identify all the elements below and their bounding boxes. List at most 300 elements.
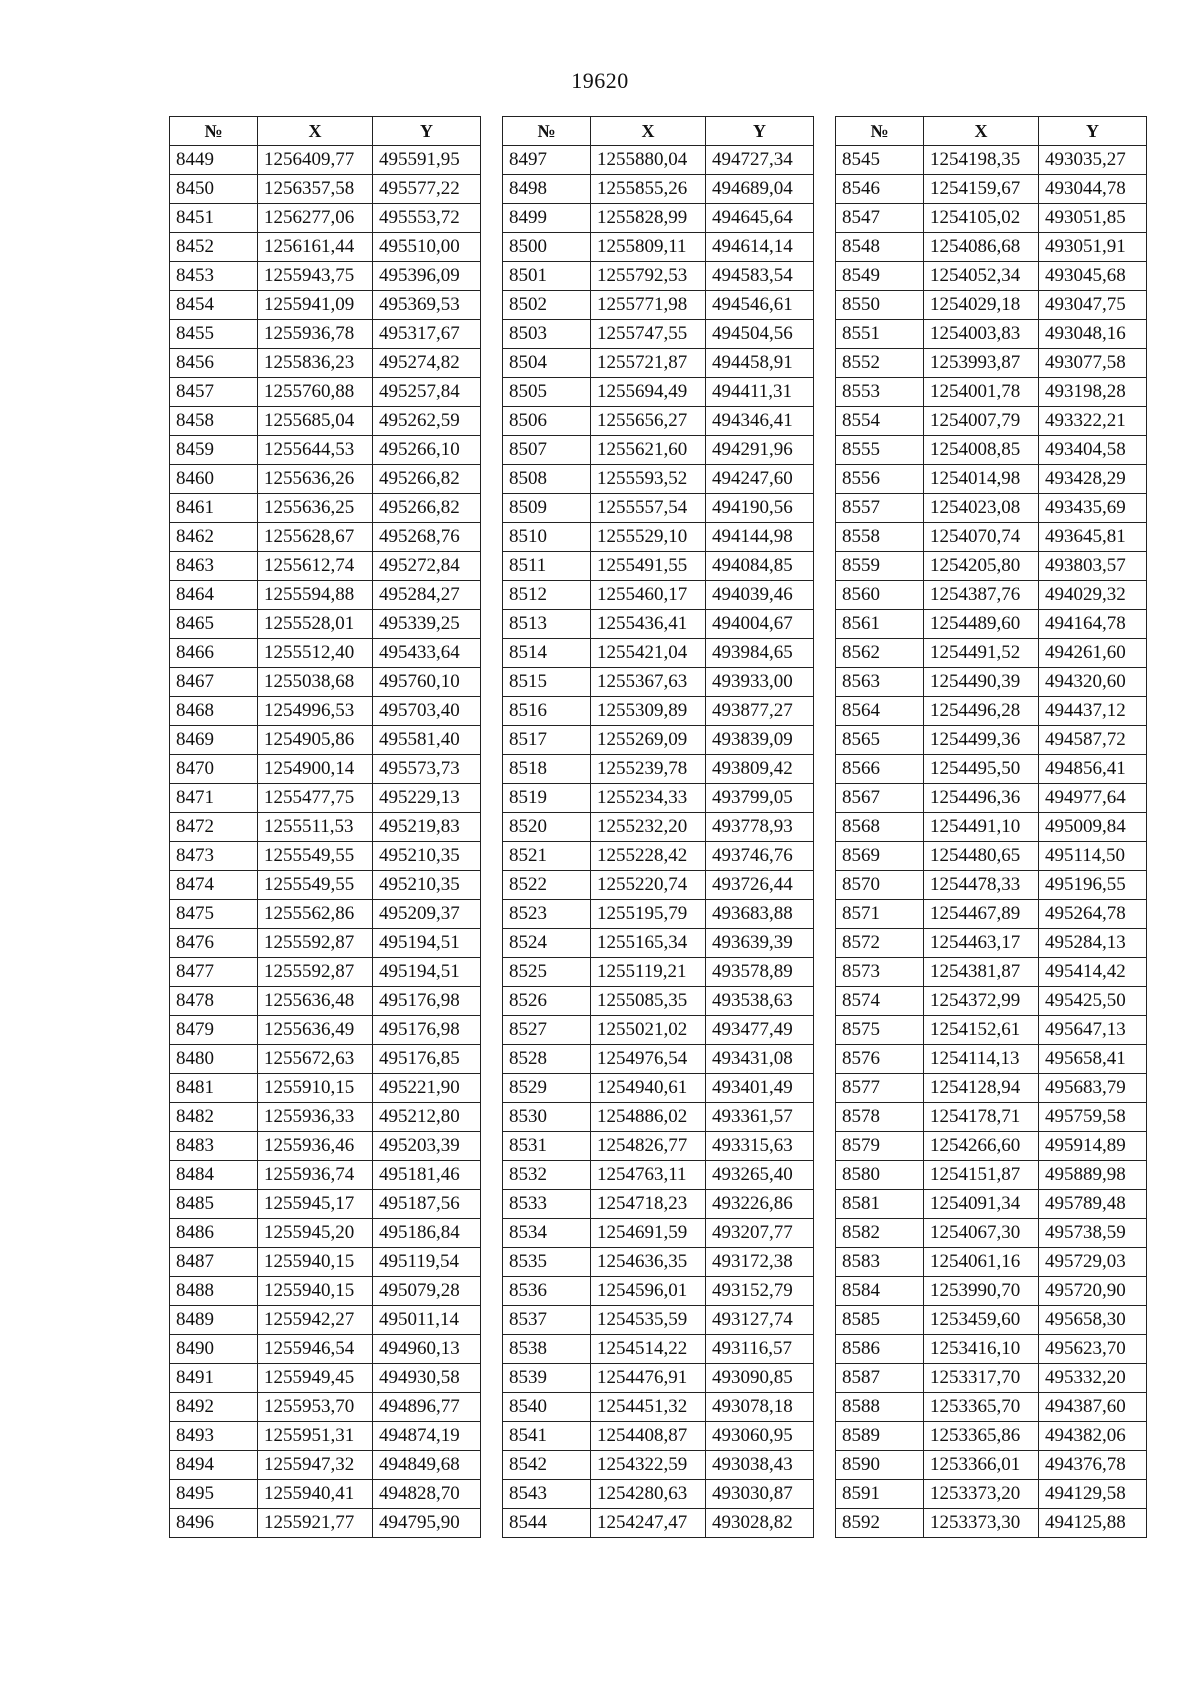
page-number: 19620 [571, 68, 629, 93]
table-row [836, 784, 1147, 813]
y-coordinate-cell: 494291,96 [706, 436, 814, 465]
point-number-cell: 8452 [170, 233, 258, 262]
x-coordinate-cell: 1255941,09 [258, 291, 373, 320]
header-y: Y [706, 117, 814, 146]
point-number-cell: 8469 [170, 726, 258, 755]
x-coordinate-cell: 1254718,23 [591, 1190, 706, 1219]
table-row [836, 204, 1147, 233]
x-coordinate-cell: 1255721,87 [591, 349, 706, 378]
point-number-cell: 8566 [836, 755, 924, 784]
table-row [836, 668, 1147, 697]
y-coordinate-cell: 493361,57 [706, 1103, 814, 1132]
point-number-cell: 8514 [503, 639, 591, 668]
x-coordinate-cell: 1254476,91 [591, 1364, 706, 1393]
point-number-cell: 8586 [836, 1335, 924, 1364]
y-coordinate-cell: 495573,73 [373, 755, 481, 784]
point-number-cell: 8538 [503, 1335, 591, 1364]
table-row [503, 755, 814, 784]
table-row [170, 204, 481, 233]
coordinates-table-2 [502, 116, 814, 1538]
point-number-cell: 8562 [836, 639, 924, 668]
y-coordinate-cell: 494583,54 [706, 262, 814, 291]
table-row [170, 1190, 481, 1219]
x-coordinate-cell: 1255747,55 [591, 320, 706, 349]
y-coordinate-cell: 494346,41 [706, 407, 814, 436]
x-coordinate-cell: 1255549,55 [258, 842, 373, 871]
y-coordinate-cell: 493078,18 [706, 1393, 814, 1422]
y-coordinate-cell: 493044,78 [1039, 175, 1147, 204]
y-coordinate-cell: 495332,20 [1039, 1364, 1147, 1393]
point-number-cell: 8585 [836, 1306, 924, 1335]
point-number-cell: 8530 [503, 1103, 591, 1132]
y-coordinate-cell: 495266,10 [373, 436, 481, 465]
x-coordinate-cell: 1255685,04 [258, 407, 373, 436]
point-number-cell: 8570 [836, 871, 924, 900]
y-coordinate-cell: 493435,69 [1039, 494, 1147, 523]
x-coordinate-cell: 1255557,54 [591, 494, 706, 523]
point-number-cell: 8569 [836, 842, 924, 871]
header-y: Y [1039, 117, 1147, 146]
y-coordinate-cell: 493477,49 [706, 1016, 814, 1045]
x-coordinate-cell: 1254491,10 [924, 813, 1039, 842]
y-coordinate-cell: 495221,90 [373, 1074, 481, 1103]
point-number-cell: 8520 [503, 813, 591, 842]
point-number-cell: 8494 [170, 1451, 258, 1480]
point-number-cell: 8506 [503, 407, 591, 436]
table-row [170, 465, 481, 494]
point-number-cell: 8549 [836, 262, 924, 291]
point-number-cell: 8541 [503, 1422, 591, 1451]
table-row [503, 697, 814, 726]
table-row [503, 407, 814, 436]
point-number-cell: 8480 [170, 1045, 258, 1074]
y-coordinate-cell: 495187,56 [373, 1190, 481, 1219]
y-coordinate-cell: 495194,51 [373, 929, 481, 958]
y-coordinate-cell: 493127,74 [706, 1306, 814, 1335]
y-coordinate-cell: 495425,50 [1039, 987, 1147, 1016]
x-coordinate-cell: 1255612,74 [258, 552, 373, 581]
point-number-cell: 8516 [503, 697, 591, 726]
table-row [503, 1451, 814, 1480]
y-coordinate-cell: 495203,39 [373, 1132, 481, 1161]
y-coordinate-cell: 495194,51 [373, 958, 481, 987]
y-coordinate-cell: 493038,43 [706, 1451, 814, 1480]
x-coordinate-cell: 1253990,70 [924, 1277, 1039, 1306]
table-row [836, 1306, 1147, 1335]
table-row [836, 842, 1147, 871]
y-coordinate-cell: 493030,87 [706, 1480, 814, 1509]
y-coordinate-cell: 493077,58 [1039, 349, 1147, 378]
table-row [836, 1103, 1147, 1132]
point-number-cell: 8502 [503, 291, 591, 320]
y-coordinate-cell: 493401,49 [706, 1074, 814, 1103]
x-coordinate-cell: 1254826,77 [591, 1132, 706, 1161]
x-coordinate-cell: 1255949,45 [258, 1364, 373, 1393]
table-row [503, 204, 814, 233]
point-number-cell: 8499 [503, 204, 591, 233]
point-number-cell: 8577 [836, 1074, 924, 1103]
y-coordinate-cell: 494164,78 [1039, 610, 1147, 639]
y-coordinate-cell: 494930,58 [373, 1364, 481, 1393]
point-number-cell: 8567 [836, 784, 924, 813]
point-number-cell: 8451 [170, 204, 258, 233]
point-number-cell: 8458 [170, 407, 258, 436]
table-row [503, 668, 814, 697]
y-coordinate-cell: 493726,44 [706, 871, 814, 900]
y-coordinate-cell: 494411,31 [706, 378, 814, 407]
y-coordinate-cell: 493198,28 [1039, 378, 1147, 407]
y-coordinate-cell: 493152,79 [706, 1277, 814, 1306]
table-row [503, 320, 814, 349]
point-number-cell: 8545 [836, 146, 924, 175]
x-coordinate-cell: 1255119,21 [591, 958, 706, 987]
x-coordinate-cell: 1255636,48 [258, 987, 373, 1016]
x-coordinate-cell: 1255436,41 [591, 610, 706, 639]
y-coordinate-cell: 493047,75 [1039, 291, 1147, 320]
y-coordinate-cell: 494129,58 [1039, 1480, 1147, 1509]
x-coordinate-cell: 1255038,68 [258, 668, 373, 697]
table-row [170, 320, 481, 349]
table-row [836, 233, 1147, 262]
table-row [503, 1074, 814, 1103]
x-coordinate-cell: 1255562,86 [258, 900, 373, 929]
point-number-cell: 8501 [503, 262, 591, 291]
x-coordinate-cell: 1254480,65 [924, 842, 1039, 871]
x-coordinate-cell: 1253373,30 [924, 1509, 1039, 1538]
x-coordinate-cell: 1255195,79 [591, 900, 706, 929]
y-coordinate-cell: 494144,98 [706, 523, 814, 552]
y-coordinate-cell: 494382,06 [1039, 1422, 1147, 1451]
x-coordinate-cell: 1254061,16 [924, 1248, 1039, 1277]
y-coordinate-cell: 494874,19 [373, 1422, 481, 1451]
y-coordinate-cell: 493048,16 [1039, 320, 1147, 349]
x-coordinate-cell: 1255477,75 [258, 784, 373, 813]
point-number-cell: 8574 [836, 987, 924, 1016]
point-number-cell: 8460 [170, 465, 258, 494]
y-coordinate-cell: 494727,34 [706, 146, 814, 175]
y-coordinate-cell: 495181,46 [373, 1161, 481, 1190]
point-number-cell: 8478 [170, 987, 258, 1016]
x-coordinate-cell: 1255760,88 [258, 378, 373, 407]
y-coordinate-cell: 494004,67 [706, 610, 814, 639]
y-coordinate-cell: 495759,58 [1039, 1103, 1147, 1132]
point-number-cell: 8482 [170, 1103, 258, 1132]
x-coordinate-cell: 1255936,46 [258, 1132, 373, 1161]
x-coordinate-cell: 1254496,36 [924, 784, 1039, 813]
x-coordinate-cell: 1255085,35 [591, 987, 706, 1016]
point-number-cell: 8529 [503, 1074, 591, 1103]
table-row [170, 668, 481, 697]
y-coordinate-cell: 495011,14 [373, 1306, 481, 1335]
point-number-cell: 8527 [503, 1016, 591, 1045]
y-coordinate-cell: 495186,84 [373, 1219, 481, 1248]
y-coordinate-cell: 494261,60 [1039, 639, 1147, 668]
table-row [503, 639, 814, 668]
x-coordinate-cell: 1254070,74 [924, 523, 1039, 552]
point-number-cell: 8544 [503, 1509, 591, 1538]
x-coordinate-cell: 1255309,89 [591, 697, 706, 726]
y-coordinate-cell: 493839,09 [706, 726, 814, 755]
y-coordinate-cell: 493090,85 [706, 1364, 814, 1393]
x-coordinate-cell: 1255592,87 [258, 929, 373, 958]
y-coordinate-cell: 495317,67 [373, 320, 481, 349]
x-coordinate-cell: 1254014,98 [924, 465, 1039, 494]
table-row [503, 175, 814, 204]
y-coordinate-cell: 493538,63 [706, 987, 814, 1016]
y-coordinate-cell: 495720,90 [1039, 1277, 1147, 1306]
table-row [836, 523, 1147, 552]
point-number-cell: 8471 [170, 784, 258, 813]
point-number-cell: 8572 [836, 929, 924, 958]
table-row [503, 581, 814, 610]
x-coordinate-cell: 1254451,32 [591, 1393, 706, 1422]
y-coordinate-cell: 493803,57 [1039, 552, 1147, 581]
y-coordinate-cell: 494645,64 [706, 204, 814, 233]
point-number-cell: 8575 [836, 1016, 924, 1045]
x-coordinate-cell: 1255942,27 [258, 1306, 373, 1335]
point-number-cell: 8507 [503, 436, 591, 465]
point-number-cell: 8591 [836, 1480, 924, 1509]
point-number-cell: 8533 [503, 1190, 591, 1219]
x-coordinate-cell: 1255936,74 [258, 1161, 373, 1190]
point-number-cell: 8589 [836, 1422, 924, 1451]
table-row [170, 1103, 481, 1132]
y-coordinate-cell: 494856,41 [1039, 755, 1147, 784]
table-row [170, 1393, 481, 1422]
point-number-cell: 8537 [503, 1306, 591, 1335]
point-number-cell: 8485 [170, 1190, 258, 1219]
x-coordinate-cell: 1254105,02 [924, 204, 1039, 233]
y-coordinate-cell: 494960,13 [373, 1335, 481, 1364]
x-coordinate-cell: 1254387,76 [924, 581, 1039, 610]
y-coordinate-cell: 493322,21 [1039, 407, 1147, 436]
y-coordinate-cell: 493028,82 [706, 1509, 814, 1538]
point-number-cell: 8513 [503, 610, 591, 639]
table-row [503, 1219, 814, 1248]
table-row [836, 1045, 1147, 1074]
y-coordinate-cell: 495914,89 [1039, 1132, 1147, 1161]
x-coordinate-cell: 1255239,78 [591, 755, 706, 784]
y-coordinate-cell: 495396,09 [373, 262, 481, 291]
table-header-row [503, 117, 814, 146]
table-row [836, 958, 1147, 987]
table-row [503, 378, 814, 407]
table-row [170, 1451, 481, 1480]
x-coordinate-cell: 1255644,53 [258, 436, 373, 465]
x-coordinate-cell: 1254266,60 [924, 1132, 1039, 1161]
x-coordinate-cell: 1255421,04 [591, 639, 706, 668]
table-row [170, 552, 481, 581]
point-number-cell: 8588 [836, 1393, 924, 1422]
x-coordinate-cell: 1254408,87 [591, 1422, 706, 1451]
y-coordinate-cell: 495760,10 [373, 668, 481, 697]
y-coordinate-cell: 495272,84 [373, 552, 481, 581]
x-coordinate-cell: 1255672,63 [258, 1045, 373, 1074]
y-coordinate-cell: 495210,35 [373, 842, 481, 871]
table-row [503, 1045, 814, 1074]
table-row [836, 291, 1147, 320]
x-coordinate-cell: 1254491,52 [924, 639, 1039, 668]
point-number-cell: 8518 [503, 755, 591, 784]
table-row [170, 726, 481, 755]
point-number-cell: 8519 [503, 784, 591, 813]
table-row [170, 349, 481, 378]
x-coordinate-cell: 1254905,86 [258, 726, 373, 755]
x-coordinate-cell: 1254322,59 [591, 1451, 706, 1480]
point-number-cell: 8540 [503, 1393, 591, 1422]
x-coordinate-cell: 1254489,60 [924, 610, 1039, 639]
x-coordinate-cell: 1255636,25 [258, 494, 373, 523]
x-coordinate-cell: 1256277,06 [258, 204, 373, 233]
table-row [170, 262, 481, 291]
point-number-cell: 8468 [170, 697, 258, 726]
point-number-cell: 8453 [170, 262, 258, 291]
point-number-cell: 8510 [503, 523, 591, 552]
y-coordinate-cell: 494376,78 [1039, 1451, 1147, 1480]
point-number-cell: 8542 [503, 1451, 591, 1480]
y-coordinate-cell: 494029,32 [1039, 581, 1147, 610]
y-coordinate-cell: 493051,91 [1039, 233, 1147, 262]
point-number-cell: 8547 [836, 204, 924, 233]
x-coordinate-cell: 1255940,15 [258, 1248, 373, 1277]
point-number-cell: 8563 [836, 668, 924, 697]
x-coordinate-cell: 1254159,67 [924, 175, 1039, 204]
x-coordinate-cell: 1254381,87 [924, 958, 1039, 987]
point-number-cell: 8481 [170, 1074, 258, 1103]
x-coordinate-cell: 1254280,63 [591, 1480, 706, 1509]
point-number-cell: 8523 [503, 900, 591, 929]
point-number-cell: 8464 [170, 581, 258, 610]
x-coordinate-cell: 1254372,99 [924, 987, 1039, 1016]
y-coordinate-cell: 493933,00 [706, 668, 814, 697]
point-number-cell: 8465 [170, 610, 258, 639]
x-coordinate-cell: 1254495,50 [924, 755, 1039, 784]
y-coordinate-cell: 495229,13 [373, 784, 481, 813]
x-coordinate-cell: 1255232,20 [591, 813, 706, 842]
table-row [503, 1190, 814, 1219]
x-coordinate-cell: 1254086,68 [924, 233, 1039, 262]
y-coordinate-cell: 495577,22 [373, 175, 481, 204]
x-coordinate-cell: 1255269,09 [591, 726, 706, 755]
coordinates-table-3 [835, 116, 1147, 1538]
x-coordinate-cell: 1254763,11 [591, 1161, 706, 1190]
table-row [836, 1016, 1147, 1045]
table-row [503, 987, 814, 1016]
x-coordinate-cell: 1255936,33 [258, 1103, 373, 1132]
point-number-cell: 8583 [836, 1248, 924, 1277]
table-row [836, 929, 1147, 958]
table-row [170, 639, 481, 668]
point-number-cell: 8450 [170, 175, 258, 204]
y-coordinate-cell: 495119,54 [373, 1248, 481, 1277]
x-coordinate-cell: 1254900,14 [258, 755, 373, 784]
table-row [836, 378, 1147, 407]
table-row [836, 1248, 1147, 1277]
header-y: Y [373, 117, 481, 146]
point-number-cell: 8479 [170, 1016, 258, 1045]
table-row [503, 929, 814, 958]
y-coordinate-cell: 495703,40 [373, 697, 481, 726]
y-coordinate-cell: 495266,82 [373, 494, 481, 523]
point-number-cell: 8528 [503, 1045, 591, 1074]
point-number-cell: 8475 [170, 900, 258, 929]
table-row [836, 552, 1147, 581]
table-row [503, 494, 814, 523]
y-coordinate-cell: 494689,04 [706, 175, 814, 204]
table-row [503, 465, 814, 494]
x-coordinate-cell: 1255936,78 [258, 320, 373, 349]
point-number-cell: 8580 [836, 1161, 924, 1190]
table-row [170, 407, 481, 436]
y-coordinate-cell: 494437,12 [1039, 697, 1147, 726]
point-number-cell: 8503 [503, 320, 591, 349]
point-number-cell: 8521 [503, 842, 591, 871]
x-coordinate-cell: 1255594,88 [258, 581, 373, 610]
x-coordinate-cell: 1253416,10 [924, 1335, 1039, 1364]
x-coordinate-cell: 1255855,26 [591, 175, 706, 204]
x-coordinate-cell: 1255593,52 [591, 465, 706, 494]
x-coordinate-cell: 1255512,40 [258, 639, 373, 668]
point-number-cell: 8546 [836, 175, 924, 204]
point-number-cell: 8524 [503, 929, 591, 958]
y-coordinate-cell: 494190,56 [706, 494, 814, 523]
table-row [836, 581, 1147, 610]
y-coordinate-cell: 495647,13 [1039, 1016, 1147, 1045]
x-coordinate-cell: 1255491,55 [591, 552, 706, 581]
point-number-cell: 8449 [170, 146, 258, 175]
table-row [836, 1190, 1147, 1219]
y-coordinate-cell: 494896,77 [373, 1393, 481, 1422]
x-coordinate-cell: 1255809,11 [591, 233, 706, 262]
y-coordinate-cell: 494546,61 [706, 291, 814, 320]
x-coordinate-cell: 1253459,60 [924, 1306, 1039, 1335]
x-coordinate-cell: 1254636,35 [591, 1248, 706, 1277]
point-number-cell: 8462 [170, 523, 258, 552]
x-coordinate-cell: 1254499,36 [924, 726, 1039, 755]
x-coordinate-cell: 1254091,34 [924, 1190, 1039, 1219]
y-coordinate-cell: 493428,29 [1039, 465, 1147, 494]
x-coordinate-cell: 1253317,70 [924, 1364, 1039, 1393]
y-coordinate-cell: 495553,72 [373, 204, 481, 233]
y-coordinate-cell: 495729,03 [1039, 1248, 1147, 1277]
x-coordinate-cell: 1254151,87 [924, 1161, 1039, 1190]
y-coordinate-cell: 495176,85 [373, 1045, 481, 1074]
x-coordinate-cell: 1255656,27 [591, 407, 706, 436]
table-row [170, 929, 481, 958]
x-coordinate-cell: 1255792,53 [591, 262, 706, 291]
table-row [170, 784, 481, 813]
point-number-cell: 8526 [503, 987, 591, 1016]
point-number-cell: 8568 [836, 813, 924, 842]
header-x: X [591, 117, 706, 146]
x-coordinate-cell: 1254535,59 [591, 1306, 706, 1335]
y-coordinate-cell: 493226,86 [706, 1190, 814, 1219]
point-number-cell: 8483 [170, 1132, 258, 1161]
point-number-cell: 8578 [836, 1103, 924, 1132]
point-number-cell: 8473 [170, 842, 258, 871]
table-row [503, 233, 814, 262]
table-row [170, 987, 481, 1016]
table-row [503, 1393, 814, 1422]
table-row [503, 1335, 814, 1364]
table-row [836, 494, 1147, 523]
x-coordinate-cell: 1254178,71 [924, 1103, 1039, 1132]
y-coordinate-cell: 495789,48 [1039, 1190, 1147, 1219]
x-coordinate-cell: 1254152,61 [924, 1016, 1039, 1045]
table-row [170, 900, 481, 929]
x-coordinate-cell: 1254514,22 [591, 1335, 706, 1364]
y-coordinate-cell: 494795,90 [373, 1509, 481, 1538]
